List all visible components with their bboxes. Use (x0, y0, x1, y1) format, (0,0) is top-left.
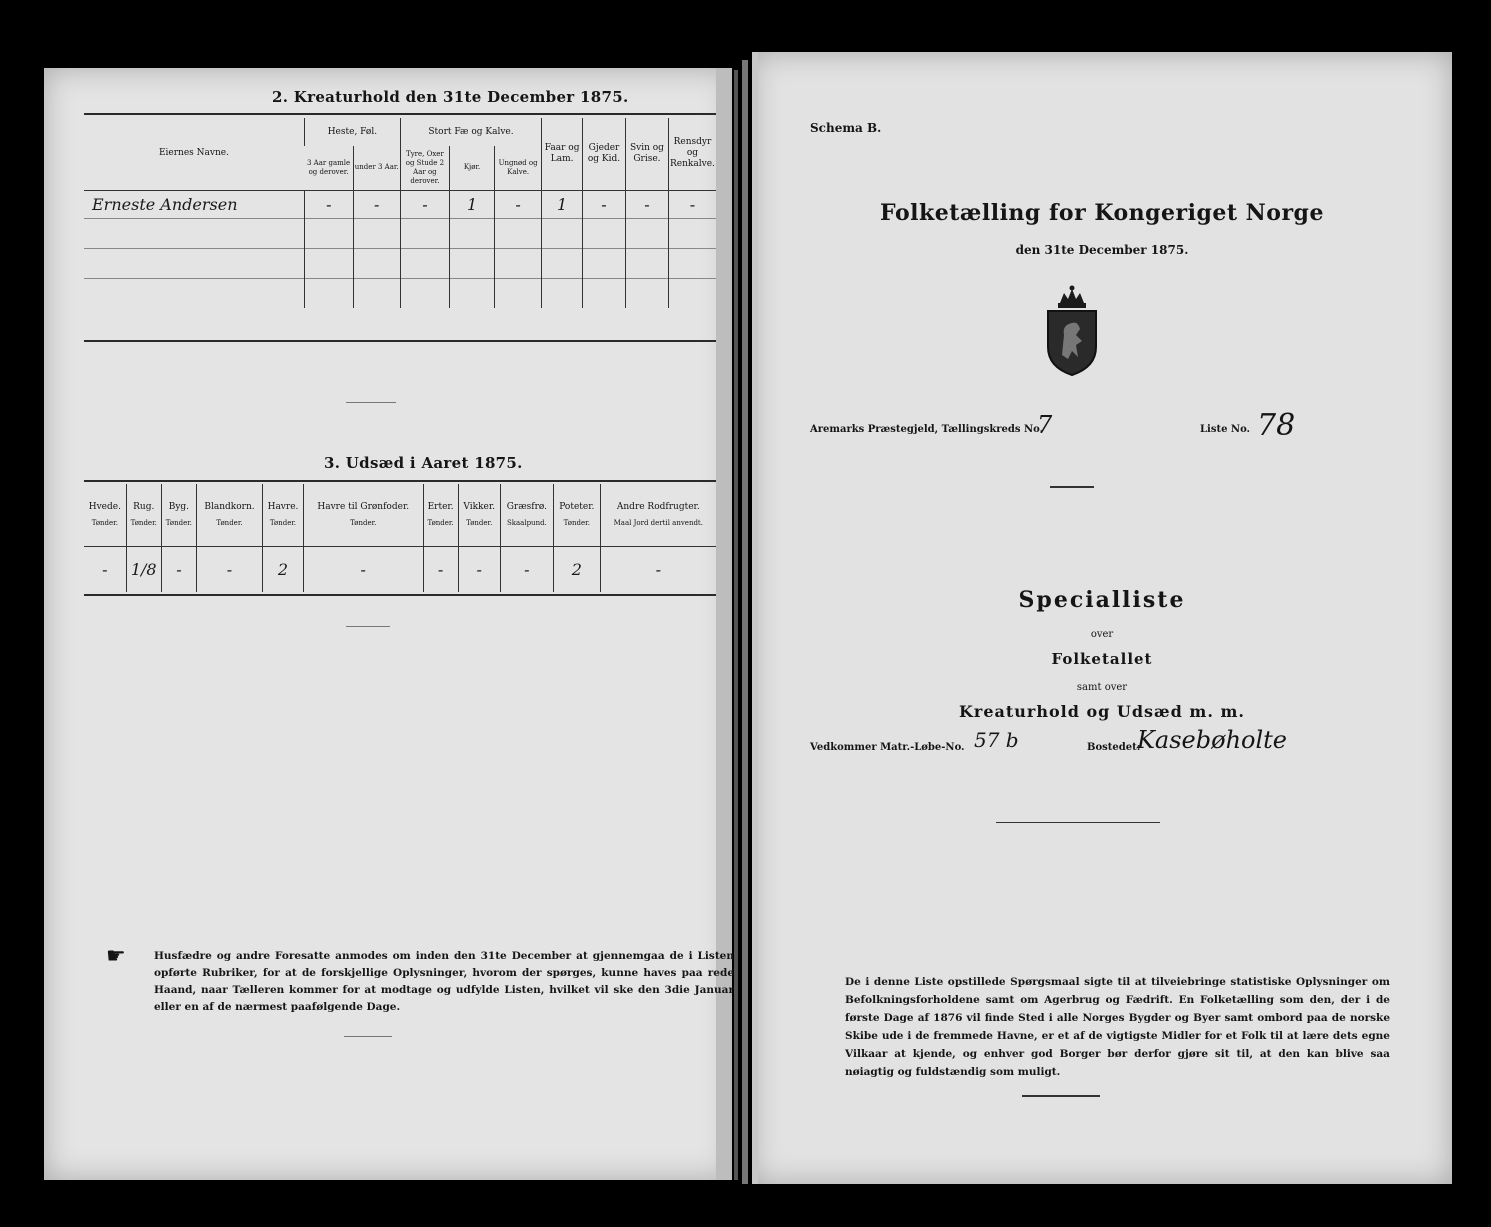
crop-value: - (423, 546, 458, 592)
page-title: Folketælling for Kongeriget Norge (880, 200, 1324, 226)
coat-of-arms-icon (1042, 285, 1102, 377)
cell-horses-young: - (353, 190, 400, 218)
divider (346, 626, 390, 627)
horses-young-header: under 3 Aar. (353, 146, 400, 190)
crop-header-name: Vikker. (463, 501, 496, 512)
table-row (84, 546, 716, 592)
crop-value: - (500, 546, 553, 592)
crop-header-unit: Tønder. (216, 518, 243, 527)
table-row (84, 218, 716, 248)
list-label: Liste No. (1200, 424, 1251, 435)
crop-header-name: Byg. (168, 501, 190, 512)
census-date: den 31te December 1875. (1015, 243, 1189, 257)
crop-table-top-rule (84, 480, 716, 482)
folketallet-text: Folketallet (1051, 650, 1153, 668)
cell-pigs: - (625, 190, 668, 218)
reindeer-header: Rensdyr og Renkalve. (668, 118, 716, 190)
schema-label: Schema B. (810, 121, 882, 135)
district-number: 7 (1037, 411, 1053, 439)
divider (1022, 1095, 1100, 1097)
crop-header-name: Havre til Grønfoder. (317, 501, 410, 512)
crop-header (263, 484, 304, 546)
crop-value: - (102, 559, 108, 579)
crop-header (500, 484, 553, 546)
bosted-value: Kasebøholte (1137, 726, 1287, 754)
crop-header (126, 484, 161, 546)
owner-name: Erneste Andersen (92, 194, 238, 214)
crop-value: - (458, 546, 500, 592)
cell-cows: 1 (450, 190, 495, 218)
crop-header-unit: Maal Jord dertil anvendt. (613, 518, 703, 527)
crop-table-bottom-rule (84, 594, 716, 596)
divider (996, 822, 1160, 823)
divider (346, 402, 396, 403)
crop-header-name: Blandkorn. (204, 501, 255, 512)
crop-header-unit: Tønder. (165, 518, 193, 527)
right-page (752, 52, 1452, 1184)
crop-value: 2 (554, 546, 601, 592)
crop-header-unit: Tønder. (269, 518, 297, 527)
crop-header-unit: Tønder. (563, 518, 590, 527)
table-top-rule (84, 113, 716, 115)
info-paragraph: De i denne Liste opstillede Spørgsmaal sigte til at tilveiebringe statistiske Oplysninger om Befolkningsforholdene samt om Agerbrug og Fædrift. En Folketælling som den, der i de første Dage af 1876 vil finde Sted i alle Norges Bygder og Byer samt ombord paa de norske Skibe ude i de fremmede Havne, er et af de vigtigste Midler for et Folk til at lære dets egne Vilkaar at kjende, og enhver god Borger bør derfor gjøre sit til, at den kan blive saa nøiagtig og fuldstændig som muligt. (845, 976, 1390, 1078)
horses-header: Heste, Føl. (304, 118, 400, 146)
crop-header (554, 484, 601, 546)
sheep-header: Faar og Lam. (542, 118, 583, 190)
pointing-hand-icon: ☛ (106, 944, 126, 969)
crop-header-name: Erter. (427, 501, 454, 512)
specialliste-title: Specialliste (1018, 587, 1186, 613)
crop-header-row (84, 484, 716, 546)
crop-header-name: Poteter. (559, 501, 595, 512)
book-spine (734, 70, 738, 1180)
cows-header: Kjør. (450, 146, 495, 190)
samt-over-text: samt over (1076, 682, 1128, 693)
table-bottom-rule (84, 340, 716, 342)
crop-value: - (303, 546, 423, 592)
cattle-header: Stort Fæ og Kalve. (400, 118, 541, 146)
bosted-label: Bostedet: (1087, 742, 1141, 753)
crop-header-name: Havre. (267, 501, 299, 512)
cell-goats: - (583, 190, 626, 218)
kreaturhold-text: Kreaturhold og Udsæd m. m. (959, 702, 1245, 721)
crop-header (458, 484, 500, 546)
crop-header (196, 484, 262, 546)
crop-header-name: Hvede. (88, 501, 121, 512)
crop-header-unit: Tønder. (130, 518, 157, 527)
crop-value: 2 (263, 546, 304, 592)
horses-old-header: 3 Aar gamle og derover. (307, 158, 351, 176)
book-spine (742, 60, 748, 1184)
matr-number: 57 b (974, 728, 1019, 752)
divider (344, 1036, 392, 1037)
cell-horses-old: - (304, 190, 353, 218)
crop-header-unit: Tønder. (427, 518, 454, 527)
crop-header (161, 484, 196, 546)
young-cattle-header: Ungnød og Kalve. (495, 146, 542, 190)
crop-header-unit: Skaalpund. (506, 518, 547, 527)
livestock-table (84, 118, 716, 308)
crop-header (84, 484, 126, 546)
crop-header (600, 484, 716, 546)
crop-header-name: Græsfrø. (506, 501, 548, 512)
matr-label: Vedkommer Matr.-Løbe-No. (810, 742, 965, 753)
notice-text: Husfædre og andre Foresatte anmodes om inden den 31te December at gjennemgaa de i Listen opførte Rubriker, for at de forskjellige Oplysninger, hvorom der spørges, kunne haves paa rede Haand, naar Tælleren kommer for at modtage og udfylde Listen, hvilket vil ske den 3die Januar eller en af de nærmest paafølgende Dage. (154, 950, 734, 1013)
crop-header-name: Andre Rodfrugter. (616, 501, 700, 512)
cell-sheep: 1 (542, 190, 583, 218)
crop-header-unit: Tønder. (91, 518, 118, 527)
section-3-title: 3. Udsæd i Aaret 1875. (324, 454, 523, 472)
table-row (84, 248, 716, 278)
crop-header-unit: Tønder. (350, 518, 377, 527)
cell-reindeer: - (668, 190, 716, 218)
crop-header (303, 484, 423, 546)
crop-header (423, 484, 458, 546)
goats-header: Gjeder og Kid. (583, 118, 626, 190)
section-2-title: 2. Kreaturhold den 31te December 1875. (272, 88, 629, 106)
table-row (84, 190, 716, 218)
crop-table (84, 484, 716, 592)
table-row (84, 278, 716, 308)
crop-value: 1/8 (126, 546, 161, 592)
crop-value: - (600, 546, 716, 592)
crop-header-unit: Tønder. (466, 518, 493, 527)
divider (1050, 486, 1094, 488)
crop-header-name: Rug. (133, 501, 155, 512)
crop-value: - (161, 546, 196, 592)
bulls-header: Tyre, Oxer og Stude 2 Aar og derover. (400, 146, 449, 190)
over-text: over (1090, 629, 1114, 640)
owner-header: Eiernes Navne. (158, 148, 229, 159)
crop-value: - (196, 546, 262, 592)
parish-label: Aremarks Præstegjeld, Tællingskreds No. (810, 424, 1044, 435)
pigs-header: Svin og Grise. (625, 118, 668, 190)
cell-bulls: - (400, 190, 449, 218)
left-page (44, 68, 732, 1180)
list-number: 78 (1257, 408, 1296, 443)
cell-young-cattle: - (495, 190, 542, 218)
